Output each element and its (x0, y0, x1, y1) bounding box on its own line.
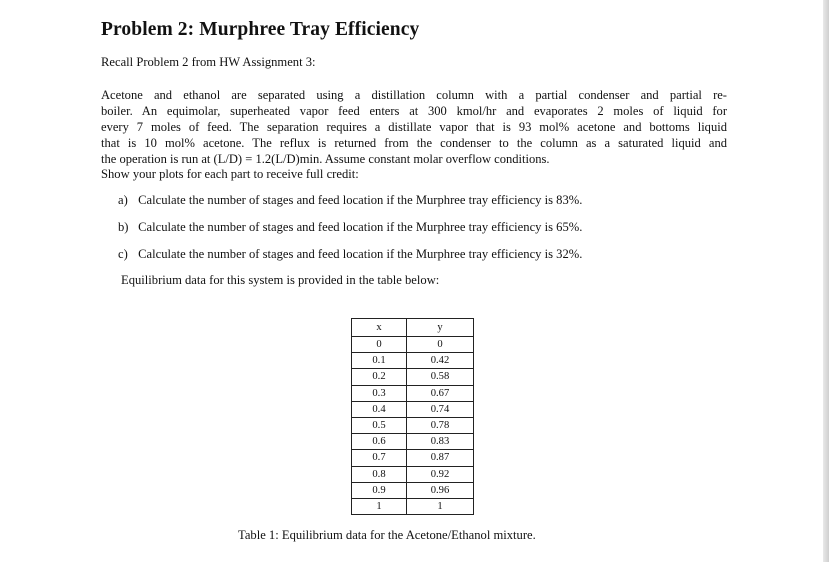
table-row (352, 353, 474, 369)
equilibrium-table (351, 318, 474, 515)
cell-x: 0.8 (352, 466, 407, 482)
table-row (352, 337, 474, 353)
page-edge-shadow (823, 0, 829, 562)
question-label: a) (118, 193, 128, 207)
table-row (352, 450, 474, 466)
cell-x: 0.9 (352, 482, 407, 498)
question-b (118, 220, 582, 235)
cell-y: 0.83 (407, 434, 474, 450)
paragraph-line: Acetone and ethanol are separated using a distillation column with a partial condenser and partial re- (101, 88, 727, 102)
table-row (352, 401, 474, 417)
equilibrium-note: Equilibrium data for this system is provided in the table below: (121, 273, 440, 287)
question-text: Calculate the number of stages and feed location if the Murphree tray efficiency is 83%. (138, 193, 583, 207)
column-header-y: y (407, 319, 474, 337)
question-a (118, 193, 582, 208)
cell-x: 0.4 (352, 401, 407, 417)
question-label: b) (118, 220, 129, 234)
cell-x: 0.3 (352, 385, 407, 401)
cell-y: 1 (407, 498, 474, 514)
cell-y: 0.78 (407, 417, 474, 433)
cell-y: 0.74 (407, 401, 474, 417)
page-title: Problem 2: Murphree Tray Efficiency (101, 19, 420, 40)
table-row (352, 498, 474, 514)
cell-x: 0.6 (352, 434, 407, 450)
cell-y: 0.92 (407, 466, 474, 482)
cell-y: 0.67 (407, 385, 474, 401)
cell-x: 0 (352, 337, 407, 353)
cell-x: 0.7 (352, 450, 407, 466)
show-plots-line: Show your plots for each part to receive full credit: (101, 167, 359, 181)
table-row (352, 369, 474, 385)
paragraph-line: the operation is run at (L/D) = 1.2(L/D)min. Assume constant molar overflow conditions. (101, 152, 550, 166)
question-c (118, 247, 582, 262)
table-row (352, 466, 474, 482)
table-row (352, 434, 474, 450)
cell-x: 0.1 (352, 353, 407, 369)
paragraph-line: every 7 moles of feed. The separation requires a distillate vapor that is 93 mol% acetone and bottoms liquid (101, 120, 727, 134)
table-row (352, 482, 474, 498)
cell-y: 0.42 (407, 353, 474, 369)
problem-paragraph (101, 87, 727, 167)
cell-y: 0.58 (407, 369, 474, 385)
cell-y: 0 (407, 337, 474, 353)
cell-y: 0.96 (407, 482, 474, 498)
recall-line: Recall Problem 2 from HW Assignment 3: (101, 55, 316, 69)
table-body (352, 337, 474, 515)
paragraph-line: that is 10 mol% acetone. The reflux is returned from the condenser to the column as a saturated liquid and (101, 136, 727, 150)
question-text: Calculate the number of stages and feed location if the Murphree tray efficiency is 65%. (138, 220, 583, 234)
table-caption: Table 1: Equilibrium data for the Acetone/Ethanol mixture. (238, 528, 536, 542)
cell-x: 1 (352, 498, 407, 514)
cell-x: 0.5 (352, 417, 407, 433)
question-text: Calculate the number of stages and feed location if the Murphree tray efficiency is 32%. (138, 247, 583, 261)
table-row (352, 417, 474, 433)
cell-y: 0.87 (407, 450, 474, 466)
table-row (352, 385, 474, 401)
paragraph-line: boiler. An equimolar, superheated vapor feed enters at 300 kmol/hr and evaporates 2 moles of liquid for (101, 104, 727, 118)
column-header-x: x (352, 319, 407, 337)
question-label: c) (118, 247, 128, 261)
table-header-row (352, 319, 474, 337)
cell-x: 0.2 (352, 369, 407, 385)
